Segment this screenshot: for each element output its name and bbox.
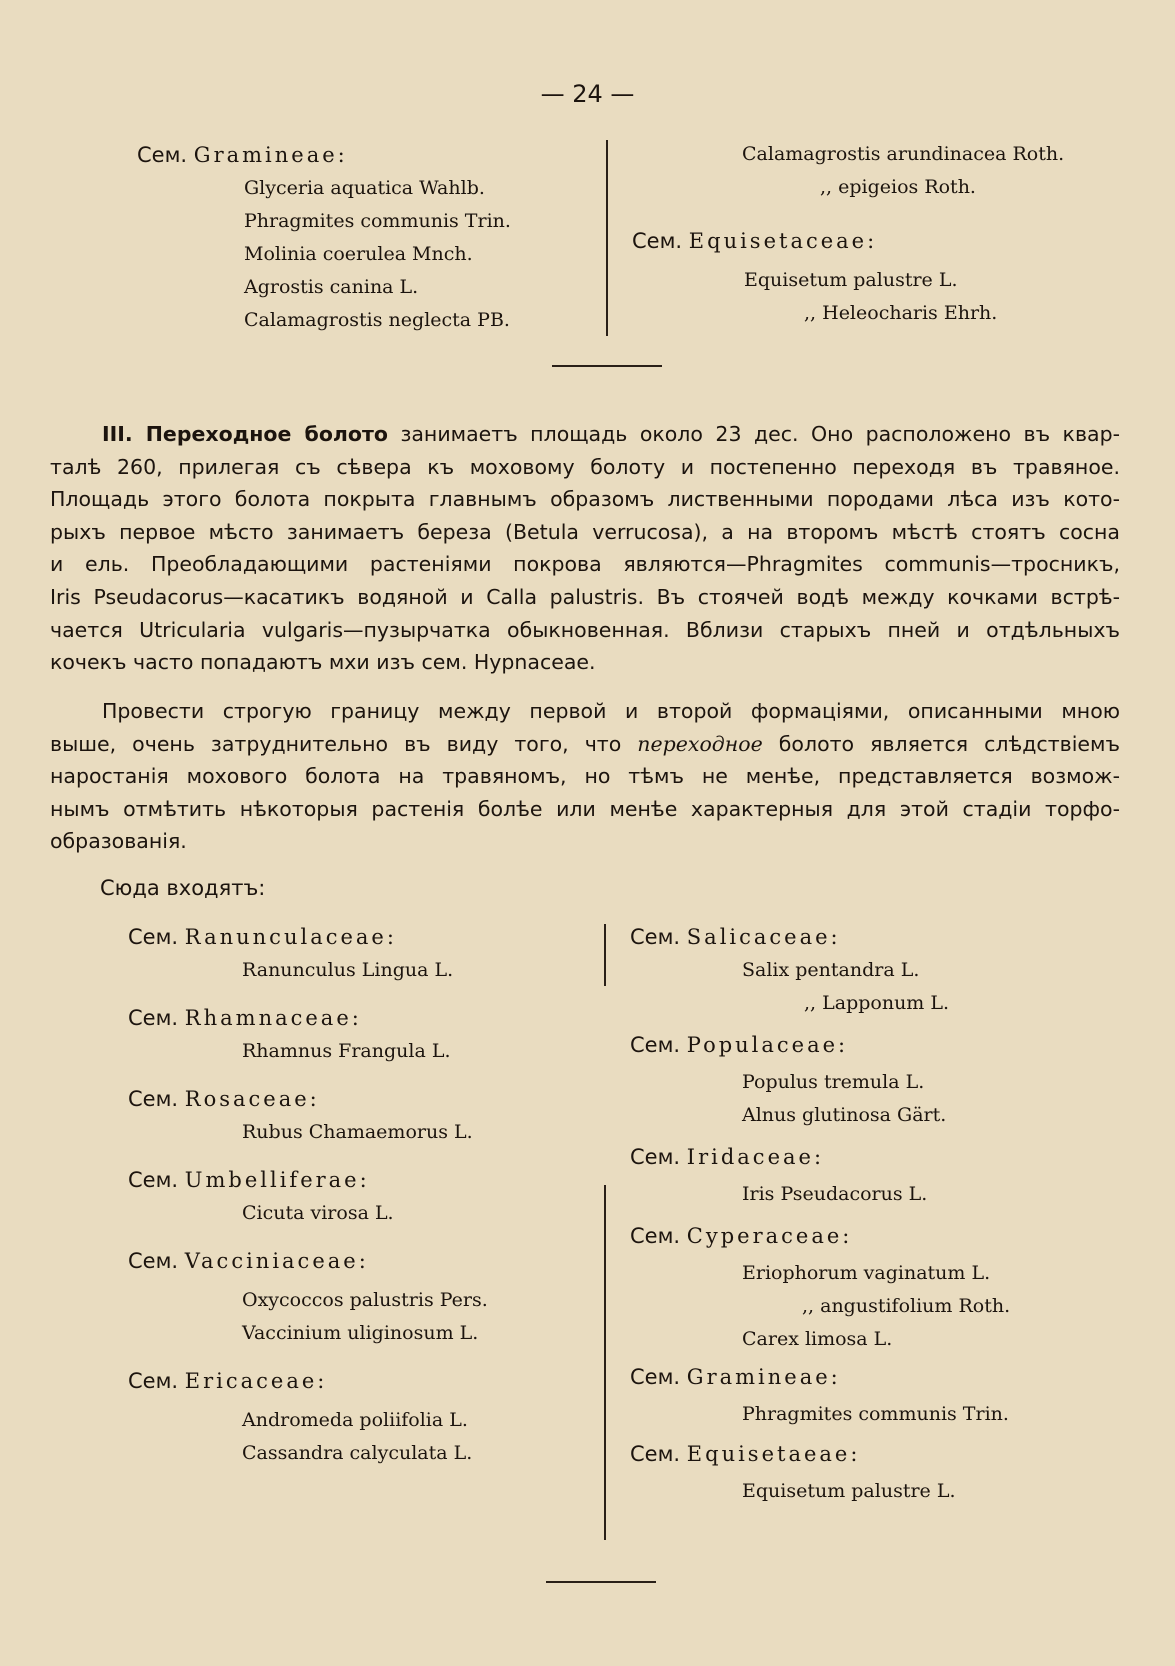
family-name: Gramineae: bbox=[686, 1365, 841, 1389]
species-item: Cassandra calyculata L. bbox=[242, 1442, 473, 1464]
family-name: Vacciniaceae: bbox=[184, 1249, 369, 1273]
species-list bbox=[630, 1066, 1010, 1132]
text-line: талѣ 260, прилегая съ сѣвера къ моховому болоту и постепенно переходя въ травяное. bbox=[50, 454, 1120, 479]
text-line: чается Utricularia vulgaris—пузырчатка обыкновенная. Вблизи старыхъ пней и отдѣльныхъ bbox=[50, 617, 1120, 642]
species-item: Ranunculus Lingua L. bbox=[242, 959, 454, 981]
species-item: ,, Lapponum L. bbox=[804, 992, 950, 1014]
species-list bbox=[630, 1398, 1010, 1431]
family-name: Equisetaceae: bbox=[688, 229, 878, 253]
family-name: Rhamnaceae: bbox=[184, 1006, 362, 1030]
section-divider bbox=[546, 1581, 656, 1583]
family-heading bbox=[630, 1360, 1010, 1394]
family-prefix: Сем. bbox=[630, 1145, 681, 1169]
species-item: ,, angustifolium Roth. bbox=[802, 1295, 1011, 1317]
family-heading bbox=[632, 224, 1064, 258]
family-heading bbox=[128, 920, 488, 954]
species-list bbox=[630, 1475, 1010, 1508]
text-line: рыхъ первое мѣсто занимаетъ береза (Betula verrucosa), а на второмъ мѣстѣ стоятъ сосна bbox=[50, 519, 1120, 544]
species-list bbox=[630, 954, 1010, 1020]
family-name: Umbelliferae: bbox=[184, 1168, 370, 1192]
family-heading bbox=[630, 1028, 1010, 1062]
family-heading bbox=[630, 1437, 1010, 1471]
species-item: Eriophorum vaginatum L. bbox=[742, 1262, 991, 1284]
species-item: Alnus glutinosa Gärt. bbox=[742, 1104, 947, 1126]
species-list bbox=[128, 1404, 488, 1470]
family-heading bbox=[128, 1244, 488, 1278]
species-list bbox=[632, 264, 1064, 330]
column-divider bbox=[606, 140, 608, 336]
species-item: ,, epigeios Roth. bbox=[820, 176, 976, 198]
family-heading bbox=[128, 1163, 488, 1197]
family-prefix: Сем. bbox=[128, 1006, 179, 1030]
species-item: Cicuta virosa L. bbox=[242, 1202, 394, 1224]
species-list bbox=[128, 1035, 488, 1068]
family-prefix: Сем. bbox=[630, 1224, 681, 1248]
species-list bbox=[630, 1178, 1010, 1211]
family-heading bbox=[128, 1001, 488, 1035]
family-heading bbox=[128, 1364, 488, 1398]
family-name: Populaceae: bbox=[686, 1033, 849, 1057]
family-heading bbox=[630, 1140, 1010, 1174]
species-item: Iris Pseudacorus L. bbox=[742, 1183, 928, 1205]
family-prefix: Сем. bbox=[137, 143, 188, 167]
species-item: Equisetum palustre L. bbox=[744, 269, 958, 291]
text-line: и ель. Преобладающими растеніями покрова являются—Phragmites communis—тросникъ, bbox=[50, 552, 1120, 577]
paragraph-transitional-bog bbox=[50, 418, 1120, 679]
family-name: Equisetaeae: bbox=[686, 1442, 861, 1466]
species-item: Oxycoccos palustris Pers. bbox=[242, 1289, 488, 1311]
species-item: Phragmites communis Trin. bbox=[244, 210, 511, 232]
family-name: Ranunculaceae: bbox=[184, 925, 397, 949]
section-divider bbox=[552, 365, 662, 367]
species-item: Salix pentandra L. bbox=[742, 959, 920, 981]
text-line: Площадь этого болота покрыта главнымъ образомъ лиственными породами лѣса изъ кото- bbox=[50, 487, 1120, 512]
text-line bbox=[50, 418, 1120, 451]
family-heading bbox=[137, 138, 511, 172]
family-heading bbox=[630, 920, 1010, 954]
family-prefix: Сем. bbox=[128, 1369, 179, 1393]
paragraph-formation-boundary bbox=[50, 695, 1120, 858]
family-prefix: Сем. bbox=[128, 925, 179, 949]
species-item: Glyceria aquatica Wahlb. bbox=[244, 177, 485, 199]
top-right-column bbox=[632, 138, 1064, 330]
species-item: Equisetum palustre L. bbox=[742, 1480, 956, 1502]
section-lead: III. Переходное болото bbox=[102, 422, 388, 446]
species-item: ,, Heleocharis Ehrh. bbox=[804, 302, 998, 324]
family-heading bbox=[128, 1082, 488, 1116]
species-item: Rhamnus Frangula L. bbox=[242, 1040, 451, 1062]
family-prefix: Сем. bbox=[128, 1168, 179, 1192]
family-name: Cyperaceae: bbox=[686, 1224, 853, 1248]
column-divider bbox=[604, 1185, 606, 1540]
text-run: выше, очень затруднительно въ виду того, что bbox=[50, 731, 638, 756]
species-item: Carex limosa L. bbox=[742, 1328, 893, 1350]
text-line: образованія. bbox=[50, 829, 187, 854]
family-prefix: Сем. bbox=[630, 1033, 681, 1057]
bottom-left-column bbox=[128, 920, 488, 1470]
species-list bbox=[137, 172, 511, 337]
text-line: нымъ отмѣтить нѣкоторыя растенія болѣе или менѣе характерныя для этой стадіи торфо- bbox=[50, 796, 1120, 821]
includes-label: Сюда входятъ: bbox=[100, 876, 266, 900]
species-item: Phragmites communis Trin. bbox=[742, 1403, 1009, 1425]
family-prefix: Сем. bbox=[632, 229, 683, 253]
species-item: Calamagrostis arundinacea Roth. bbox=[742, 143, 1065, 165]
text-line: Провести строгую границу между первой и второй формаціями, описанными мною bbox=[102, 699, 1120, 723]
text-run: занимаетъ площадь около 23 дес. Оно расположено въ квар- bbox=[387, 422, 1120, 446]
family-name: Ericaceae: bbox=[184, 1369, 328, 1393]
species-item: Agrostis canina L. bbox=[244, 276, 419, 298]
species-item: Rubus Chamaemorus L. bbox=[242, 1121, 473, 1143]
text-line: Iris Pseudacorus—касатикъ водяной и Calla palustris. Въ стоячей водѣ между кочками встрѣ- bbox=[50, 584, 1120, 609]
family-name: Salicaceae: bbox=[686, 925, 841, 949]
column-divider bbox=[604, 924, 606, 986]
family-prefix: Сем. bbox=[128, 1249, 179, 1273]
family-prefix: Сем. bbox=[630, 925, 681, 949]
family-heading bbox=[630, 1219, 1010, 1253]
species-list bbox=[128, 1197, 488, 1230]
family-name: Iridaceae: bbox=[686, 1145, 825, 1169]
bottom-right-column bbox=[630, 920, 1010, 1508]
text-line bbox=[50, 728, 1120, 761]
species-item: Calamagrostis neglecta PB. bbox=[244, 309, 510, 331]
family-name: Rosaceae: bbox=[184, 1087, 320, 1111]
species-list bbox=[128, 954, 488, 987]
family-prefix: Сем. bbox=[630, 1442, 681, 1466]
species-list bbox=[128, 1116, 488, 1149]
species-item: Molinia coerulea Mnch. bbox=[244, 243, 473, 265]
family-prefix: Сем. bbox=[630, 1365, 681, 1389]
species-item: Vaccinium uliginosum L. bbox=[242, 1322, 479, 1344]
species-list bbox=[630, 1257, 1010, 1356]
species-list bbox=[128, 1284, 488, 1350]
page-number: — 24 — bbox=[540, 80, 635, 108]
top-left-column bbox=[137, 138, 511, 337]
family-name: Gramineae: bbox=[193, 143, 348, 167]
species-list bbox=[632, 138, 1064, 204]
species-item: Andromeda poliifolia L. bbox=[242, 1409, 468, 1431]
text-line: кочекъ часто попадаютъ мхи изъ сем. Hypnaceae. bbox=[50, 650, 596, 675]
family-prefix: Сем. bbox=[128, 1087, 179, 1111]
text-line: наростанія мохового болота на травяномъ, но тѣмъ не менѣе, представляется возмож- bbox=[50, 764, 1120, 789]
species-item: Populus tremula L. bbox=[742, 1071, 925, 1093]
emphasis-text: переходное bbox=[637, 731, 763, 756]
text-run: болото является слѣдствіемъ bbox=[762, 731, 1120, 756]
